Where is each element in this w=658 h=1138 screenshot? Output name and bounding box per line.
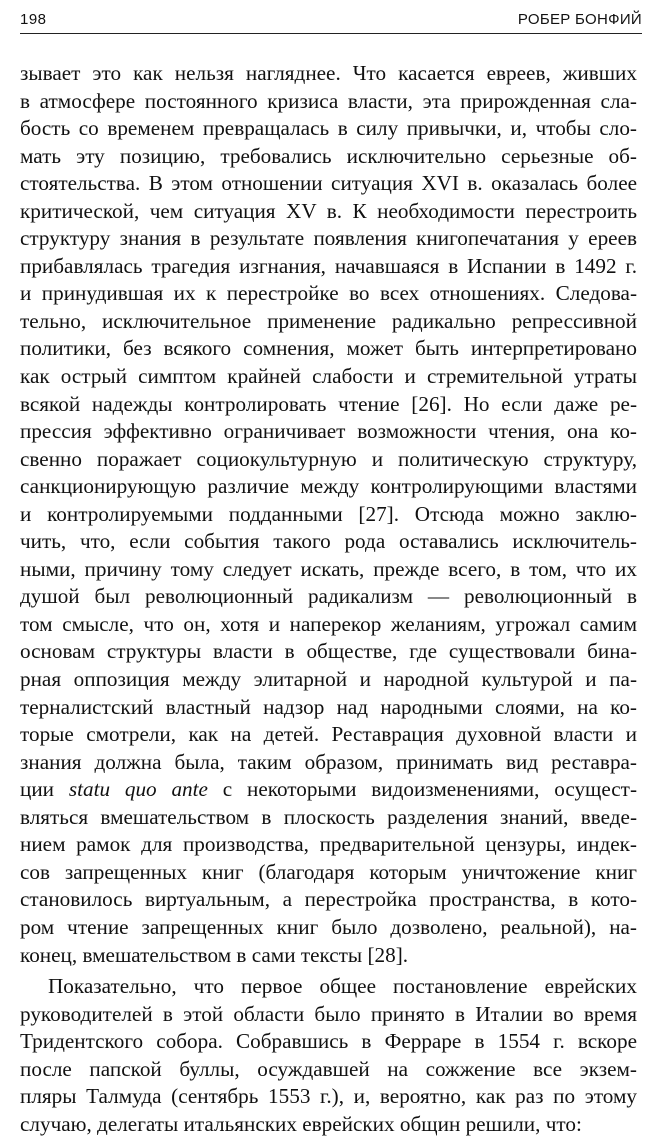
text-line: всякой надежды контролировать чтение [26]. Но если даже ре-: [20, 391, 637, 416]
text-line: политики, без всякого сомнения, может быть интерпретировано: [20, 336, 637, 361]
text-line: как острый симптом крайней слабости и стремительной утраты: [20, 364, 637, 389]
text-line: структуру знания в результате появления книгопечатания у ереев: [20, 226, 637, 251]
text-segment: ции: [20, 777, 69, 802]
text-line: ными, причину тому следует искать, прежде всего, в том, что их: [20, 556, 637, 581]
text-line: [20, 776, 637, 804]
text-line: стоятельства. В этом отношении ситуация XVI в. оказалась более: [20, 171, 637, 196]
text-line: свенно поражает социокультурную и политическую структуру,: [20, 446, 637, 471]
text-line: вляться вмешательством в плоскость разделения знаний, введе-: [20, 804, 637, 829]
text-line: прессия эффективно ограничивает возможности чтения, она ко-: [20, 419, 637, 444]
text-line: основам структуры власти в обществе, где существовали бина-: [20, 639, 637, 664]
text-line: в атмосфере постоянного кризиса власти, эта прирожденная сла-: [20, 88, 637, 113]
italic-phrase: statu quo ante: [68, 777, 208, 802]
running-title: РОБЕР БОНФИЙ: [517, 11, 642, 28]
text-line: руководителей в этой области было принято в Италии во время: [20, 1001, 637, 1026]
text-line: знания должна была, таким образом, принимать вид реставра-: [20, 749, 637, 774]
text-line: случаю, делегаты итальянских еврейских общин решили, что:: [20, 1111, 582, 1136]
text-line: нием рамок для производства, предварительной цензуры, индек-: [20, 832, 637, 857]
text-line: тельно, исключительное применение радикально репрессивной: [20, 308, 637, 333]
body-text: [20, 60, 637, 1138]
header-rule: [20, 33, 642, 34]
text-line: душой был революционный радикализм — революционный в: [20, 584, 637, 609]
page-header: [20, 8, 642, 32]
text-line: зывает это как нельзя нагляднее. Что касается евреев, живших: [20, 61, 637, 85]
text-line: Тридентского собора. Собравшись в Ферраре в 1554 г. вскоре: [20, 1029, 637, 1054]
paragraph: [20, 60, 637, 969]
text-line: критической, чем ситуация XV в. К необходимости перестроить: [20, 198, 637, 223]
text-line: рная оппозиция между элитарной и народной культурой и па-: [20, 667, 637, 692]
text-line: сов запрещенных книг (благодаря которым уничтожение книг: [20, 859, 637, 884]
text-line: прибавлялась трагедия изгнания, начавшаяся в Испании в 1492 г.: [20, 253, 637, 278]
text-line: санкционирующую различие между контролирующими властями: [20, 474, 637, 499]
text-segment: с некоторыми видоизменениями, осущест-: [207, 777, 637, 802]
text-line: ром чтение запрещенных книг было дозволено, реальной), на-: [20, 914, 637, 939]
text-line: бость со временем превращалась в силу привычки, и, чтобы сло-: [20, 116, 637, 141]
text-line: терналистский властный надзор над народными слоями, на ко-: [20, 694, 637, 719]
text-line: Показательно, что первое общее постановление еврейских: [48, 974, 637, 999]
text-line: после папской буллы, осуждавшей на сожжение все экзем-: [20, 1056, 637, 1081]
paragraph: [20, 973, 637, 1138]
text-line: мать эту позицию, требовались исключительно серьезные об-: [20, 143, 637, 168]
text-line: том смысле, что он, хотя и наперекор желаниям, угрожал самим: [20, 611, 637, 636]
text-line: торые смотрели, как на детей. Реставрация духовной власти и: [20, 722, 637, 747]
text-line: становилось виртуальным, а перестройка пространства, в кото-: [20, 887, 637, 912]
text-line: и контролируемыми подданными [27]. Отсюда можно заклю-: [20, 501, 637, 526]
page-number: 198: [20, 11, 47, 28]
text-line: чить, что, если события такого рода оставались исключитель-: [20, 529, 637, 554]
text-line: пляры Талмуда (сентябрь 1553 г.), и, вероятно, как раз по этому: [20, 1084, 637, 1109]
text-line: и принудившая их к перестройке во всех отношениях. Следова-: [20, 281, 637, 306]
text-line: конец, вмешательством в сами тексты [28].: [20, 942, 409, 967]
